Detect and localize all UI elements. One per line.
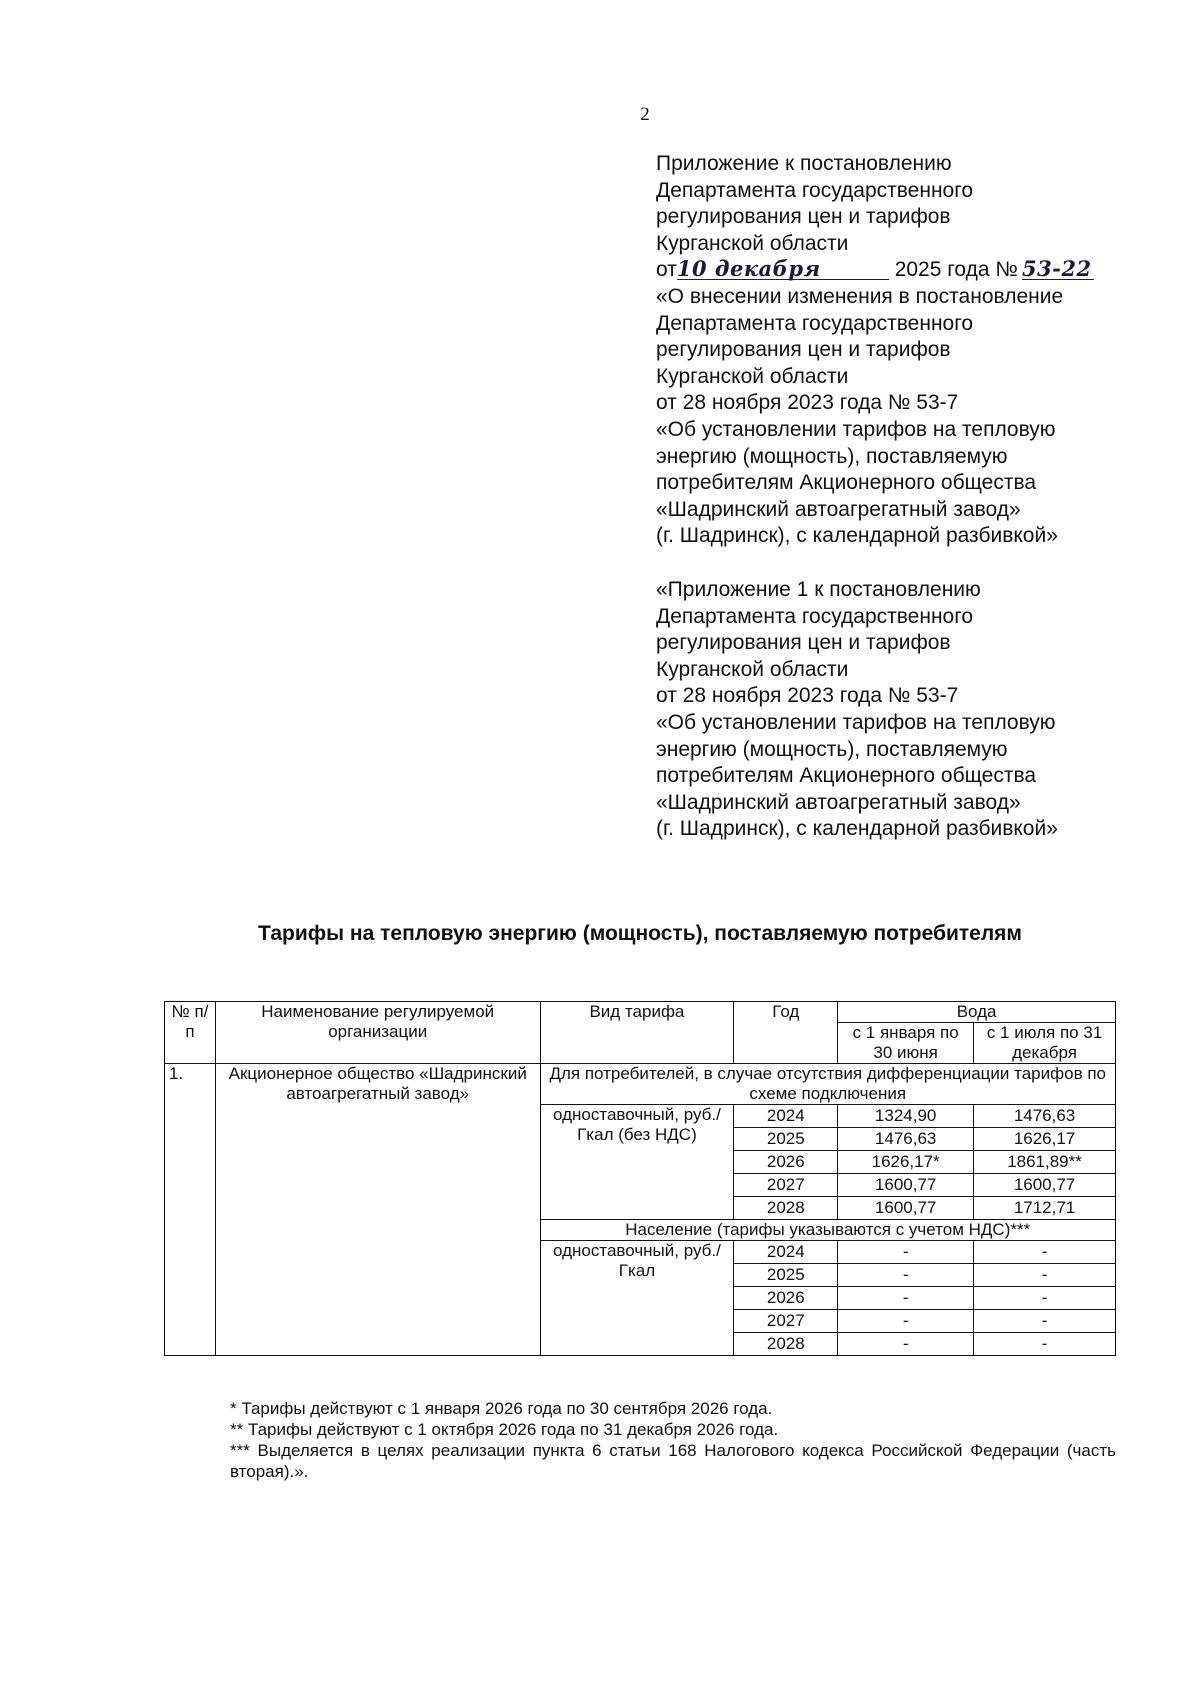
value-cell: 1626,17*: [838, 1151, 974, 1174]
handwritten-date: 10 декабря: [677, 259, 889, 280]
value-cell: -: [838, 1310, 974, 1333]
value-cell: 1476,63: [974, 1105, 1116, 1128]
value-cell: -: [974, 1333, 1116, 1356]
header-year: Год: [734, 1002, 838, 1064]
header-line: регулирования цен и тарифов: [656, 631, 951, 655]
table-row: [165, 1064, 1116, 1105]
header-line: (г. Шадринск), с календарной разбивкой»: [656, 817, 1058, 841]
value-cell: 1600,77: [838, 1197, 974, 1220]
original-appendix-header: [656, 577, 1126, 843]
tariff-table: [164, 1001, 1116, 1356]
header-line: регулирования цен и тарифов: [656, 205, 951, 229]
value-cell: 1712,71: [974, 1197, 1116, 1220]
section-title: Население (тарифы указываются с учетом НДС)***: [540, 1220, 1116, 1241]
appendix-header: [656, 151, 1126, 550]
date-line: [656, 257, 1126, 284]
footnote-3: *** Выделяется в целях реализации пункта 6 статьи 168 Налогового кодекса Российской Федерации (часть вторая).».: [230, 1441, 1116, 1481]
header-line: Курганской области: [656, 231, 849, 255]
handwritten-number: 53-22: [1022, 259, 1094, 280]
year-cell: 2025: [734, 1264, 838, 1287]
year-cell: 2025: [734, 1128, 838, 1151]
value-cell: 1626,17: [974, 1128, 1116, 1151]
value-cell: -: [838, 1333, 974, 1356]
year-cell: 2028: [734, 1197, 838, 1220]
header-line: потребителям Акционерного общества: [656, 764, 1037, 788]
header-line: от 28 ноября 2023 года № 53-7: [656, 684, 959, 708]
table-header-row: [165, 1002, 1116, 1023]
header-line: Приложение к постановлению: [656, 152, 952, 175]
header-line: энергию (мощность), поставляемую: [656, 444, 1008, 468]
header-org: Наименование регулируемой организации: [215, 1002, 540, 1064]
year-cell: 2027: [734, 1310, 838, 1333]
header-line: «Шадринский автоагрегатный завод»: [656, 790, 1021, 814]
value-cell: -: [838, 1287, 974, 1310]
date-prefix: от: [656, 258, 677, 282]
header-num: № п/п: [165, 1002, 216, 1064]
year-cell: 2024: [734, 1241, 838, 1264]
header-line: (г. Шадринск), с календарной разбивкой»: [656, 524, 1058, 548]
header-line: потребителям Акционерного общества: [656, 471, 1037, 495]
value-cell: 1861,89**: [974, 1151, 1116, 1174]
footnote-2: ** Тарифы действуют с 1 октября 2026 года по 31 декабря 2026 года.: [230, 1420, 779, 1439]
header-line: «О внесении изменения в постановление: [656, 284, 1064, 308]
year-cell: 2024: [734, 1105, 838, 1128]
value-cell: -: [974, 1310, 1116, 1333]
header-line: энергию (мощность), поставляемую: [656, 737, 1008, 761]
header-line: «Приложение 1 к постановлению: [656, 578, 981, 601]
page-number: 2: [640, 104, 650, 125]
header-line: Курганской области: [656, 657, 849, 681]
header-line: «Об установлении тарифов на тепловую: [656, 417, 1056, 441]
header-line: Департамента государственного: [656, 604, 974, 628]
value-cell: -: [838, 1241, 974, 1264]
header-tariff-type: Вид тарифа: [540, 1002, 734, 1064]
row-number: 1.: [165, 1064, 216, 1356]
header-line: «Об установлении тарифов на тепловую: [656, 710, 1056, 734]
value-cell: -: [974, 1241, 1116, 1264]
footnote-1: * Тарифы действуют с 1 января 2026 года по 30 сентября 2026 года.: [230, 1399, 773, 1418]
header-period-2: с 1 июля по 31 декабря: [974, 1023, 1116, 1064]
footnotes: [150, 1398, 1116, 1482]
tariff-type: одноставочный, руб./Гкал (без НДС): [540, 1105, 734, 1220]
header-period-1: с 1 января по 30 июня: [838, 1023, 974, 1064]
date-suffix: 2025 года №: [894, 258, 1018, 282]
value-cell: -: [974, 1287, 1116, 1310]
year-cell: 2028: [734, 1333, 838, 1356]
table-title: Тарифы на тепловую энергию (мощность), поставляемую потребителям: [258, 922, 1022, 945]
organization-name: Акционерное общество «Шадринский автоагрегатный завод»: [215, 1064, 540, 1356]
header-line: Департамента государственного: [656, 311, 974, 335]
value-cell: -: [838, 1264, 974, 1287]
header-line: Департамента государственного: [656, 178, 974, 202]
year-cell: 2026: [734, 1287, 838, 1310]
value-cell: -: [974, 1264, 1116, 1287]
section-title: Для потребителей, в случае отсутствия дифференциации тарифов по схеме подключения: [540, 1064, 1116, 1105]
year-cell: 2026: [734, 1151, 838, 1174]
value-cell: 1600,77: [974, 1174, 1116, 1197]
header-line: регулирования цен и тарифов: [656, 338, 951, 362]
header-line: «Шадринский автоагрегатный завод»: [656, 497, 1021, 521]
year-cell: 2027: [734, 1174, 838, 1197]
value-cell: 1600,77: [838, 1174, 974, 1197]
tariff-type: одноставочный, руб./Гкал: [540, 1241, 734, 1356]
header-line: Курганской области: [656, 364, 849, 388]
value-cell: 1476,63: [838, 1128, 974, 1151]
value-cell: 1324,90: [838, 1105, 974, 1128]
header-line: от 28 ноября 2023 года № 53-7: [656, 391, 959, 415]
header-water: Вода: [838, 1002, 1116, 1023]
